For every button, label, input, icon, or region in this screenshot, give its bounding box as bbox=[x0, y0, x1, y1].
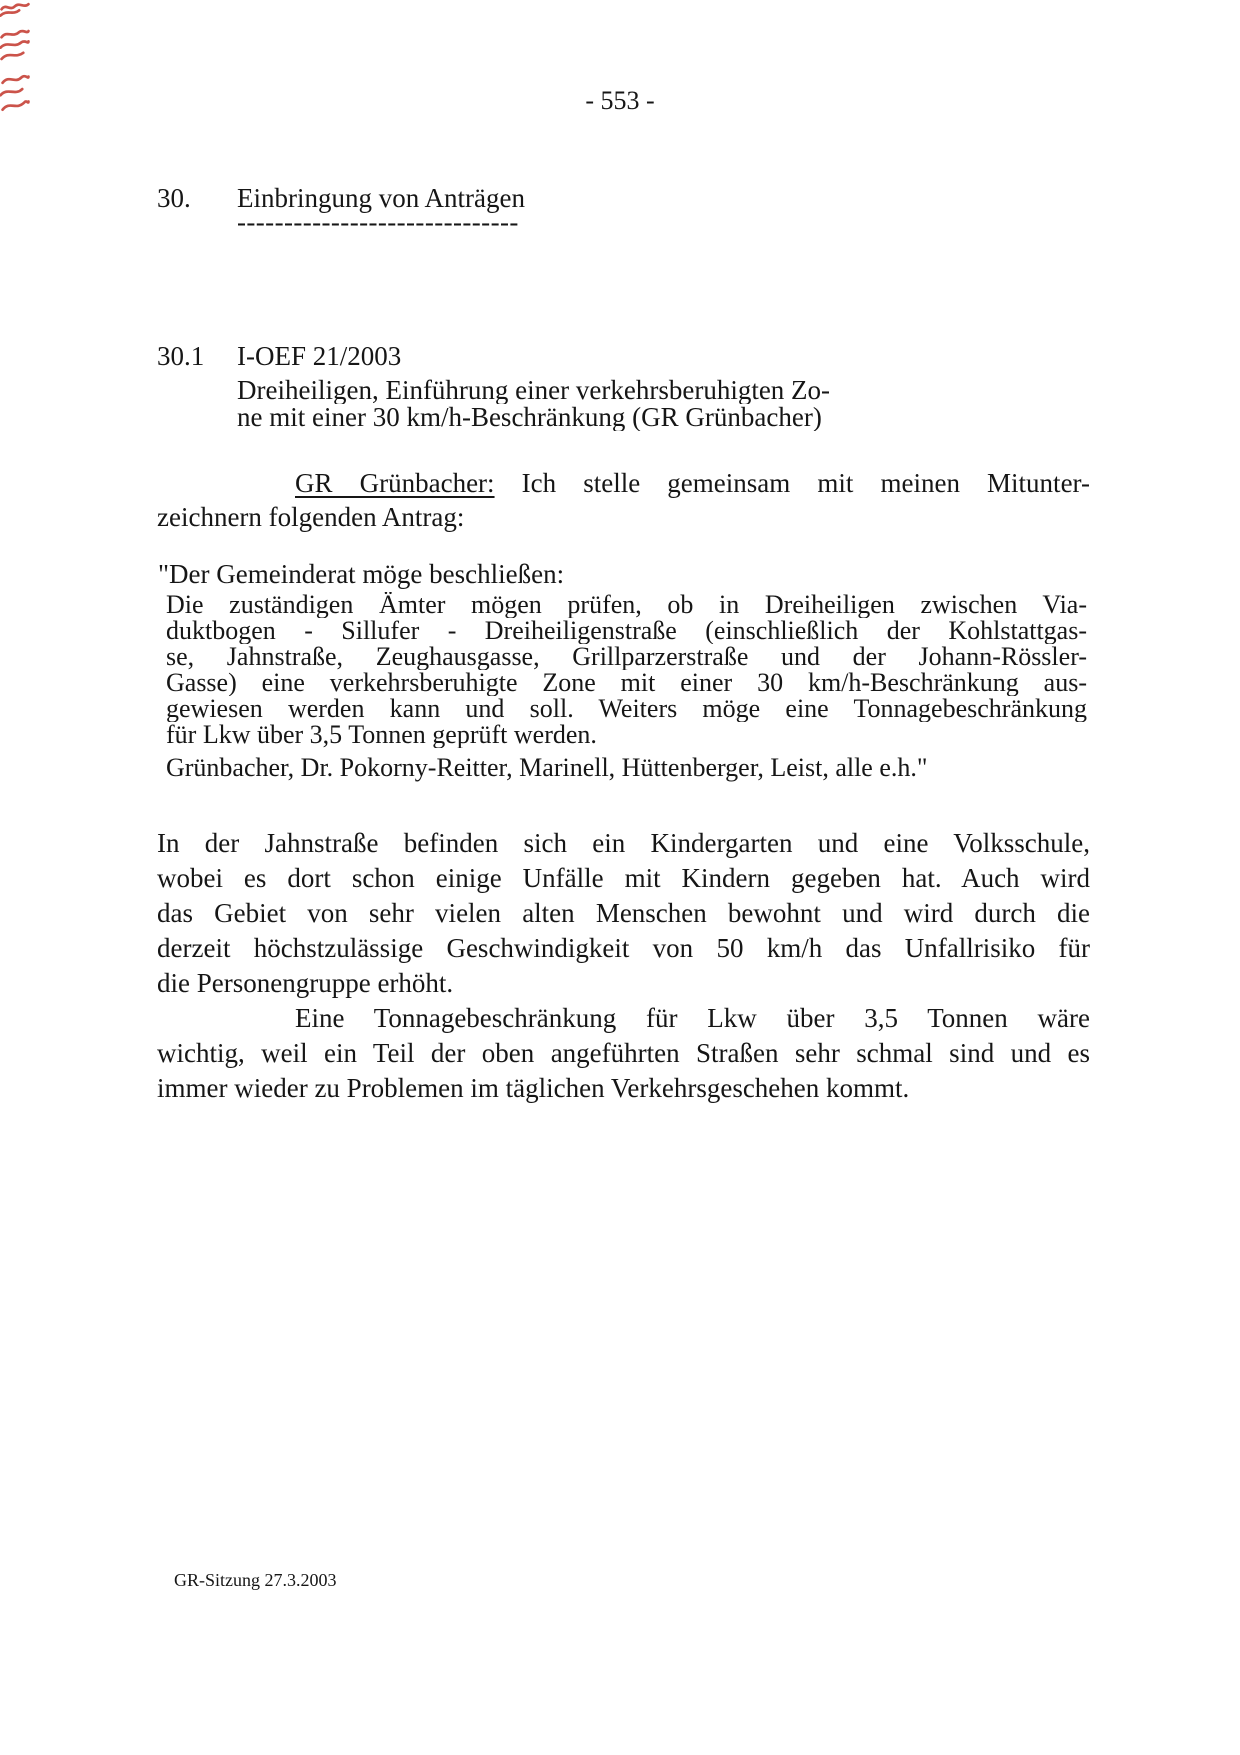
discussion-paragraph-2 bbox=[157, 1001, 1090, 1106]
section-number: 30. bbox=[157, 183, 191, 213]
text-line: wichtig, weil ein Teil der oben angeführten Straßen sehr schmal sind und es bbox=[157, 1038, 1090, 1068]
motion-signatories: Grünbacher, Dr. Pokorny-Reitter, Marinell, Hüttenberger, Leist, alle e.h." bbox=[166, 753, 928, 782]
text-line: wobei es dort schon einige Unfälle mit Kindern gegeben hat. Auch wird bbox=[157, 863, 1090, 893]
text-line: gewiesen werden kann und soll. Weiters möge eine Tonnagebeschränkung bbox=[166, 696, 1087, 722]
page-footer: GR-Sitzung 27.3.2003 bbox=[174, 1570, 337, 1590]
section-title: Einbringung von Anträgen bbox=[237, 183, 525, 213]
text-line: duktbogen - Sillufer - Dreiheiligenstraße (einschließlich der Kohlstattgas- bbox=[166, 618, 1087, 644]
text-line: die Personengruppe erhöht. bbox=[157, 968, 454, 998]
speech-first-line-rest: Ich stelle gemeinsam mit meinen Mitunter- bbox=[521, 468, 1090, 498]
agenda-item-number: 30.1 bbox=[157, 341, 205, 371]
text-line: Die zuständigen Ämter mögen prüfen, ob in Dreiheiligen zwischen Via- bbox=[166, 592, 1087, 618]
agenda-item-subject bbox=[237, 377, 937, 431]
speech-paragraph bbox=[157, 466, 1090, 534]
section-divider: ------------------------------ bbox=[237, 207, 519, 237]
text-line: derzeit höchstzulässige Geschwindigkeit von 50 km/h das Unfallrisiko für bbox=[157, 933, 1090, 963]
text-line: das Gebiet von sehr vielen alten Menschen bewohnt und wird durch die bbox=[157, 898, 1090, 928]
text-line: Gasse) eine verkehrsberuhigte Zone mit einer 30 km/h-Beschränkung aus- bbox=[166, 670, 1087, 696]
motion-text bbox=[166, 592, 1087, 748]
text-line: ne mit einer 30 km/h-Beschränkung (GR Grünbacher) bbox=[237, 404, 822, 431]
motion-intro: "Der Gemeinderat möge beschließen: bbox=[158, 559, 565, 589]
discussion-paragraph-1 bbox=[157, 826, 1090, 1001]
speaker-name: GR Grünbacher: bbox=[295, 468, 495, 498]
speech-first-line bbox=[157, 466, 1090, 500]
text-line: se, Jahnstraße, Zeughausgasse, Grillparzerstraße und der Johann-Rössler- bbox=[166, 644, 1087, 670]
text-line: Dreiheiligen, Einführung einer verkehrsberuhigten Zo- bbox=[237, 377, 831, 404]
text-line: Eine Tonnagebeschränkung für Lkw über 3,5 Tonnen wäre bbox=[295, 1003, 1090, 1033]
speech-second-line: zeichnern folgenden Antrag: bbox=[157, 502, 465, 532]
page-number: - 553 - bbox=[585, 86, 655, 115]
agenda-item-reference: I-OEF 21/2003 bbox=[237, 341, 402, 371]
text-line: In der Jahnstraße befinden sich ein Kindergarten und eine Volksschule, bbox=[157, 828, 1090, 858]
text-line: für Lkw über 3,5 Tonnen geprüft werden. bbox=[166, 722, 597, 748]
text-line: immer wieder zu Problemen im täglichen Verkehrsgeschehen kommt. bbox=[157, 1073, 910, 1103]
